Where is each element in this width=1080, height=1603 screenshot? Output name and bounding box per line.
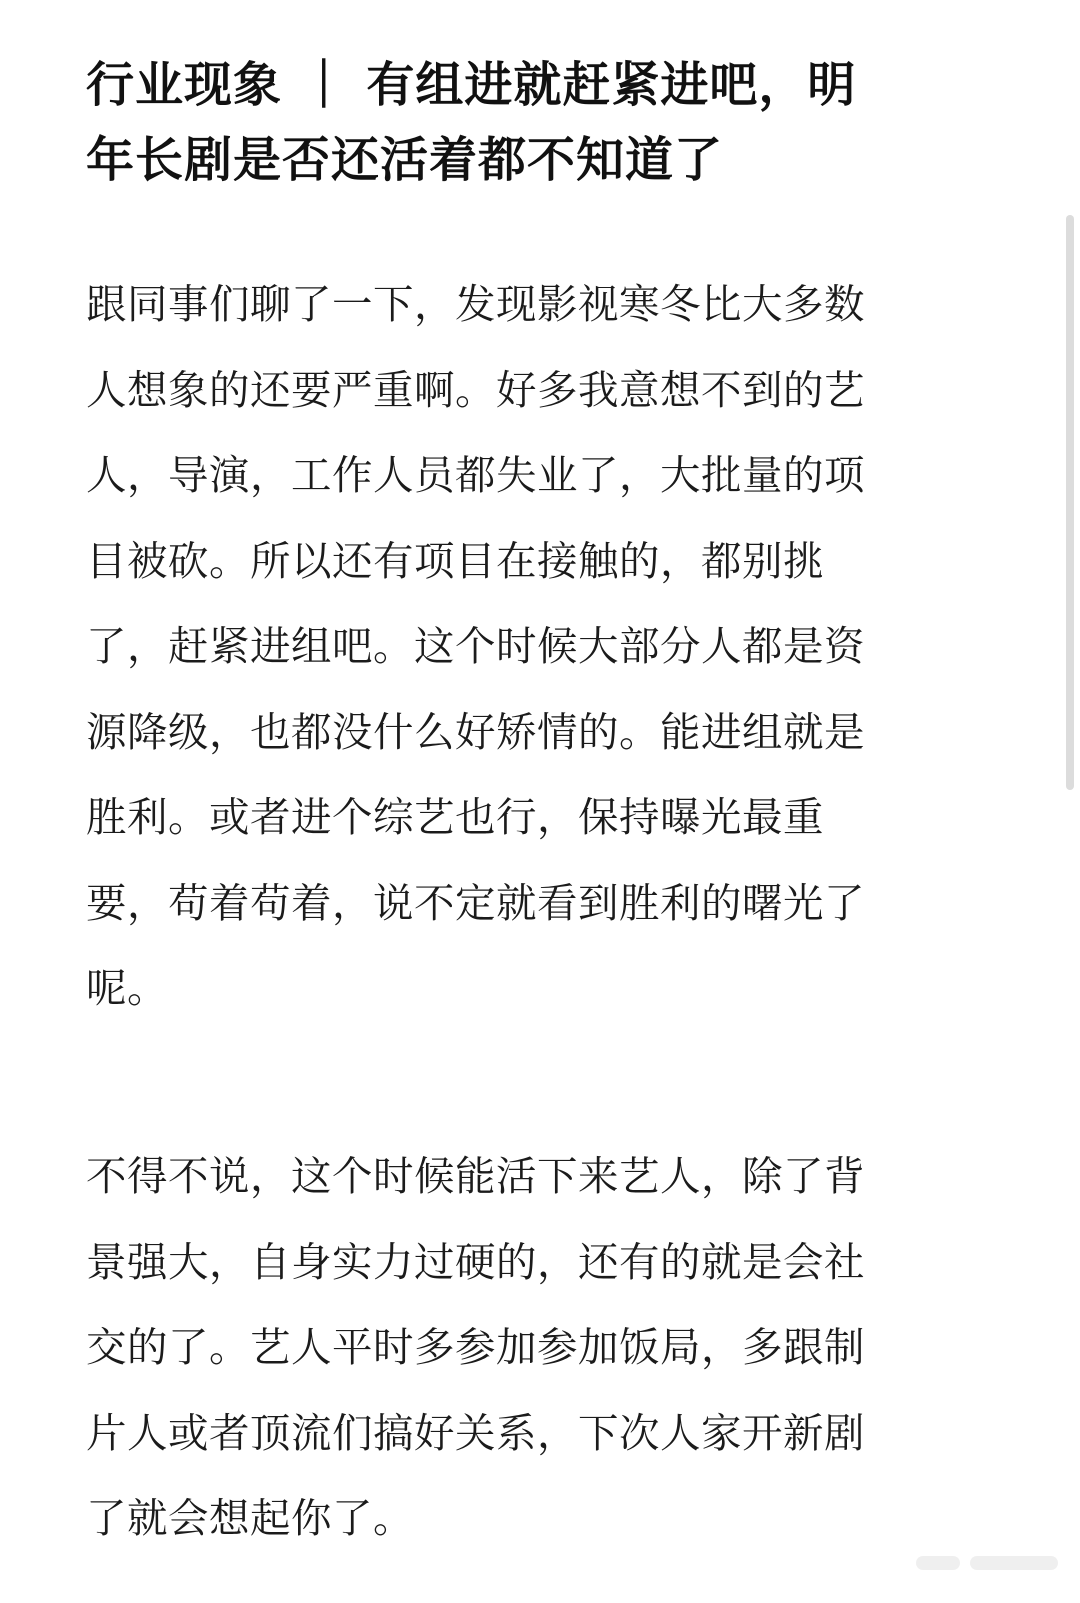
article-title: 行业现象 ｜ 有组进就赶紧进吧，明 年长剧是否还活着都不知道了 — [86, 57, 857, 188]
article-paragraph-1: 跟同事们聊了一下，发现影视寒冬比大多数 人想象的还要严重啊。好多我意想不到的艺 人，导演，工作人员都失业了，大批量的项 目被砍。所以还有项目在接触的，都别挑 了，赶紧进组吧。这个时候大部分人都是资 源降级，也都没什么好矫情的。能进组就是 胜利。或者进个综艺也行，保持曝光最重 要，苟着苟着，说不定就看到胜利的曙光了 呢。 — [86, 280, 865, 1012]
watermark-logo — [908, 1548, 1058, 1578]
watermark-mark-right — [970, 1556, 1058, 1570]
article-paragraph-2: 不得不说，这个时候能活下来艺人，除了背 景强大，自身实力过硬的，还有的就是会社 交的了。艺人平时多参加参加饭局，多跟制 片人或者顶流们搞好关系，下次人家开新剧 了就会想起你了。 — [86, 1152, 865, 1542]
vertical-scrollbar[interactable] — [1066, 215, 1074, 790]
watermark-mark-left — [916, 1556, 960, 1570]
